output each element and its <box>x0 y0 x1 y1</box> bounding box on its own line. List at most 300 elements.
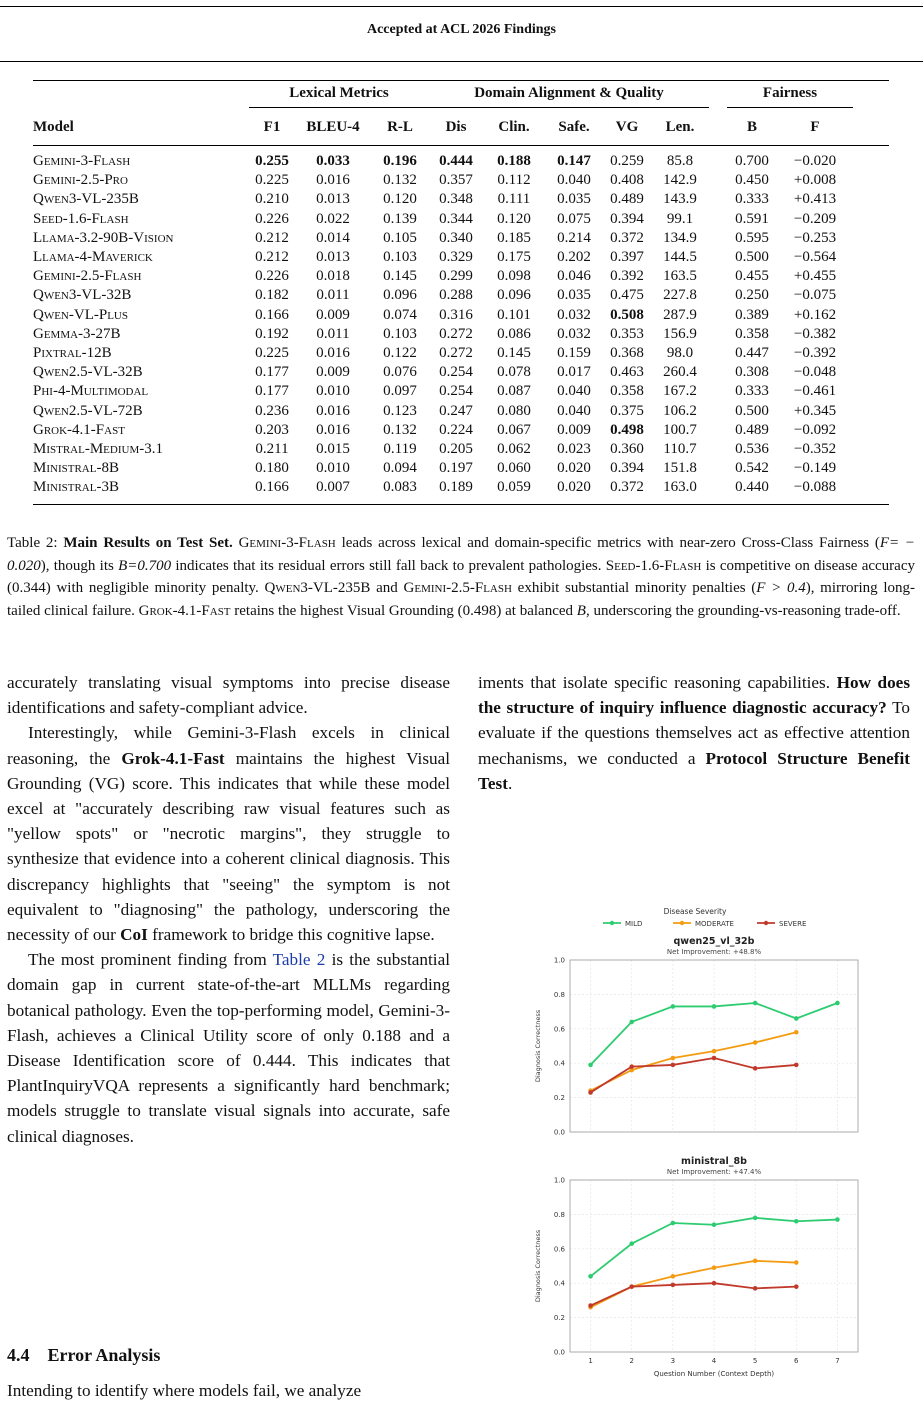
value-cell <box>853 286 889 305</box>
value-cell: 0.333 <box>735 383 769 400</box>
col-header-model: Model <box>33 119 74 136</box>
model-cell: Gemma-3-27B <box>33 325 121 342</box>
x-tick-label: 2 <box>629 1357 634 1365</box>
value-cell: 0.205 <box>439 441 473 458</box>
value-cell: 0.166 <box>255 306 289 323</box>
value-cell: 0.372 <box>610 229 644 246</box>
value-cell: 0.259 <box>610 153 644 169</box>
value-cell: 0.032 <box>557 306 591 323</box>
value-cell: 0.016 <box>316 172 350 189</box>
value-cell: 0.097 <box>383 383 417 400</box>
value-cell: 0.096 <box>383 287 417 304</box>
col-header: F1 <box>263 119 281 136</box>
value-cell: 0.014 <box>316 229 350 246</box>
legend-marker <box>764 921 768 925</box>
value-cell: −0.209 <box>793 210 837 227</box>
y-tick-label: 0.8 <box>553 1210 565 1219</box>
value-cell: 0.272 <box>439 325 473 342</box>
panel-subtitle: Net Improvement: +48.8% <box>666 948 762 956</box>
header-rule <box>0 61 923 62</box>
value-cell: 287.9 <box>663 306 697 323</box>
value-cell: 144.5 <box>663 249 697 266</box>
y-tick-label: 0.4 <box>553 1059 565 1068</box>
value-cell: 0.094 <box>383 460 417 477</box>
value-cell: 0.145 <box>383 268 417 285</box>
value-cell: 0.188 <box>497 153 531 169</box>
table-row <box>33 267 889 286</box>
col-header: Len. <box>665 119 695 136</box>
value-cell: 0.542 <box>735 460 769 477</box>
value-cell: 0.067 <box>497 421 531 438</box>
data-point <box>753 1040 758 1045</box>
value-cell: 0.185 <box>497 229 531 246</box>
value-cell <box>853 267 889 286</box>
col-header: Safe. <box>558 119 590 136</box>
value-cell: 0.455 <box>735 268 769 285</box>
value-cell: 0.103 <box>383 325 417 342</box>
value-cell: 0.062 <box>497 441 531 458</box>
value-cell <box>709 286 727 305</box>
data-point <box>753 1066 758 1071</box>
value-cell: 0.016 <box>316 345 350 362</box>
value-cell: 0.236 <box>255 402 289 419</box>
value-cell: 0.076 <box>383 364 417 381</box>
paragraph: iments that isolate specific reasoning capabilities. How does the structure of inquiry influence diagnostic accuracy? To evaluate if the questions themselves act as effective attention mechanisms, we conducted a Protocol Structure Benefit Test. <box>478 673 911 793</box>
value-cell: 0.498 <box>610 421 644 438</box>
value-cell: −0.020 <box>793 153 837 169</box>
value-cell: 0.083 <box>383 479 417 496</box>
value-cell: 0.020 <box>557 479 591 496</box>
value-cell: −0.461 <box>793 383 837 400</box>
data-point <box>712 1049 717 1054</box>
data-point <box>794 1030 799 1035</box>
value-cell: 227.8 <box>663 287 697 304</box>
value-cell: 0.226 <box>255 210 289 227</box>
value-cell: 0.111 <box>497 191 531 208</box>
truncated-line: Intending to identify where models fail, we analyze <box>7 1381 362 1400</box>
value-cell: 0.225 <box>255 345 289 362</box>
value-cell: 0.397 <box>610 249 644 266</box>
data-point <box>588 1274 593 1279</box>
value-cell: 0.035 <box>557 191 591 208</box>
value-cell: 0.408 <box>610 172 644 189</box>
table-row <box>33 440 889 459</box>
value-cell: 0.101 <box>497 306 531 323</box>
table-row <box>33 306 889 325</box>
value-cell: 0.595 <box>735 229 769 246</box>
value-cell: 110.7 <box>663 441 697 458</box>
table-row <box>33 363 889 382</box>
value-cell: 142.9 <box>663 172 697 189</box>
data-point <box>671 1056 676 1061</box>
paragraph: The most prominent finding from Table 2 is the substantial domain gap in current state-of-the-art MLLMs regarding botanical pathology. Even the top-performing model, Gemini-3-Flash, achieves a Clinical Utility score of only 0.188 and a Disease Identification score of 0.444. This indicates that PlantInquiryVQA represents a significantly hard benchmark; models struggle to translate visual signals into accurate, safe clinical diagnoses. <box>7 950 450 1146</box>
y-tick-label: 0.6 <box>553 1025 565 1034</box>
panel-subtitle: Net Improvement: +47.4% <box>666 1168 762 1176</box>
value-cell <box>709 190 727 209</box>
value-cell: 0.013 <box>316 249 350 266</box>
value-cell: 0.059 <box>497 479 531 496</box>
value-cell: 0.080 <box>497 402 531 419</box>
table-row <box>33 421 889 440</box>
value-cell: 0.329 <box>439 249 473 266</box>
data-point <box>794 1219 799 1224</box>
value-cell: 0.444 <box>439 153 473 169</box>
value-cell: 0.288 <box>439 287 473 304</box>
value-cell: 0.368 <box>610 345 644 362</box>
value-cell <box>853 478 889 497</box>
value-cell: 0.075 <box>557 210 591 227</box>
value-cell: +0.345 <box>793 402 837 419</box>
value-cell: −0.149 <box>793 460 837 477</box>
value-cell: 0.011 <box>316 325 350 342</box>
value-cell: −0.392 <box>793 345 837 362</box>
value-cell: 0.700 <box>735 153 769 169</box>
data-point <box>835 1217 840 1222</box>
model-cell: Gemini-2.5-Flash <box>33 268 142 285</box>
value-cell: 0.175 <box>497 249 531 266</box>
value-cell: 0.145 <box>497 345 531 362</box>
value-cell <box>709 152 727 171</box>
data-point <box>794 1284 799 1289</box>
model-cell: Qwen3-VL-235B <box>33 191 139 208</box>
value-cell: 0.225 <box>255 172 289 189</box>
table-row <box>33 382 889 401</box>
value-cell: −0.253 <box>793 229 837 246</box>
value-cell: 134.9 <box>663 229 697 246</box>
value-cell: −0.092 <box>793 421 837 438</box>
paragraph: accurately translating visual symptoms into precise disease identifications and safety-compliant advice. <box>7 673 450 718</box>
value-cell <box>853 190 889 209</box>
value-cell: 0.394 <box>610 460 644 477</box>
series-line <box>591 1283 797 1305</box>
group-fairness: Fairness <box>727 81 853 112</box>
value-cell: 0.203 <box>255 421 289 438</box>
value-cell <box>709 248 727 267</box>
value-cell: 0.202 <box>557 249 591 266</box>
value-cell: 0.112 <box>497 172 531 189</box>
value-cell: 0.255 <box>255 153 289 169</box>
value-cell: +0.413 <box>793 191 837 208</box>
data-point <box>712 1222 717 1227</box>
value-cell <box>853 306 889 325</box>
value-cell: 0.500 <box>735 402 769 419</box>
value-cell: −0.382 <box>793 325 837 342</box>
data-point <box>712 1281 717 1286</box>
value-cell: 0.120 <box>383 191 417 208</box>
value-cell: 0.450 <box>735 172 769 189</box>
value-cell: 0.197 <box>439 460 473 477</box>
value-cell: +0.162 <box>793 306 837 323</box>
value-cell: 0.536 <box>735 441 769 458</box>
value-cell: 0.010 <box>316 460 350 477</box>
value-cell: 143.9 <box>663 191 697 208</box>
value-cell: 163.5 <box>663 268 697 285</box>
value-cell: 0.120 <box>497 210 531 227</box>
value-cell: 0.022 <box>316 210 350 227</box>
value-cell: 85.8 <box>666 153 694 169</box>
y-axis-label: Diagnosis Correctness <box>534 1229 542 1303</box>
value-cell <box>709 363 727 382</box>
table-row <box>33 190 889 209</box>
value-cell: 0.009 <box>316 364 350 381</box>
legend-marker <box>610 921 614 925</box>
value-cell: 0.074 <box>383 306 417 323</box>
value-cell: 0.211 <box>255 441 289 458</box>
table-row <box>33 171 889 190</box>
venue-header: Accepted at ACL 2026 Findings <box>366 22 556 37</box>
model-cell: Qwen3-VL-32B <box>33 287 132 304</box>
value-cell <box>853 344 889 363</box>
value-cell: 0.226 <box>255 268 289 285</box>
value-cell <box>853 440 889 459</box>
value-cell: 0.489 <box>610 191 644 208</box>
y-tick-label: 0.2 <box>553 1314 565 1323</box>
table-row <box>33 152 889 171</box>
value-cell: 0.096 <box>497 287 531 304</box>
table-row <box>33 344 889 363</box>
data-point <box>588 1090 593 1095</box>
table-row <box>33 229 889 248</box>
left-column <box>7 670 450 1149</box>
value-cell <box>709 171 727 190</box>
value-cell: 0.440 <box>735 479 769 496</box>
value-cell: 0.308 <box>735 364 769 381</box>
value-cell: 0.046 <box>557 268 591 285</box>
x-tick-label: 3 <box>670 1357 676 1365</box>
panel-title: qwen25_vl_32b <box>673 936 755 947</box>
value-cell: 0.392 <box>610 268 644 285</box>
model-cell: Ministral-8B <box>33 460 119 477</box>
group-lexical: Lexical Metrics <box>249 81 429 112</box>
model-cell: Gemini-3-Flash <box>33 153 131 169</box>
value-cell <box>709 382 727 401</box>
value-cell: 0.123 <box>383 402 417 419</box>
section-heading: 4.4 Error Analysis <box>7 1345 161 1365</box>
value-cell: 0.316 <box>439 306 473 323</box>
value-cell: 0.035 <box>557 287 591 304</box>
value-cell: 0.189 <box>439 479 473 496</box>
table-row <box>33 478 889 497</box>
value-cell: 0.254 <box>439 383 473 400</box>
value-cell: 0.358 <box>610 383 644 400</box>
value-cell <box>709 229 727 248</box>
value-cell: 0.086 <box>497 325 531 342</box>
legend-label: SEVERE <box>779 920 807 928</box>
y-tick-label: 1.0 <box>553 1176 565 1185</box>
value-cell: 0.272 <box>439 345 473 362</box>
col-header: Clin. <box>498 119 530 136</box>
x-tick-label: 6 <box>794 1357 799 1365</box>
value-cell: 0.015 <box>316 441 350 458</box>
data-point <box>753 1216 758 1221</box>
x-axis-label: Question Number (Context Depth) <box>653 1370 775 1378</box>
value-cell: 0.299 <box>439 268 473 285</box>
model-cell: Grok-4.1-Fast <box>33 421 125 438</box>
value-cell: 0.087 <box>497 383 531 400</box>
value-cell: 0.394 <box>610 210 644 227</box>
y-tick-label: 0.0 <box>553 1348 565 1357</box>
legend-marker <box>680 921 684 925</box>
right-column <box>478 670 910 796</box>
value-cell: 0.177 <box>255 364 289 381</box>
value-cell: 0.475 <box>610 287 644 304</box>
y-axis-label: Diagnosis Correctness <box>534 1009 542 1083</box>
value-cell <box>853 363 889 382</box>
results-table <box>33 80 889 505</box>
value-cell <box>709 478 727 497</box>
x-tick-label: 7 <box>835 1357 840 1365</box>
value-cell: 0.250 <box>735 287 769 304</box>
value-cell: 0.132 <box>383 172 417 189</box>
value-cell: 0.040 <box>557 383 591 400</box>
legend-title: Disease Severity <box>663 907 727 916</box>
model-cell: Llama-3.2-90B-Vision <box>33 229 174 246</box>
value-cell <box>709 210 727 229</box>
y-tick-label: 0.8 <box>553 990 565 999</box>
value-cell: 0.254 <box>439 364 473 381</box>
value-cell: 0.196 <box>383 153 417 169</box>
value-cell <box>853 382 889 401</box>
y-tick-label: 0.4 <box>553 1279 565 1288</box>
table-row <box>33 286 889 305</box>
panel-title: ministral_8b <box>681 1156 747 1167</box>
table-caption: Table 2: Main Results on Test Set. Gemini-3-Flash leads across lexical and domain-specific metrics with near-zero Cross-Class Fairness (F= − 0.020), though its B=0.700 indicates that its residual errors still fall back to prevalent pathologies. Seed-1.6-Flash is competitive on disease accuracy (0.344) with negligible minority penalty. Qwen3-VL-235B and Gemini-2.5-Flash exhibit substantial minority penalties (F > 0.4), mirroring long-tailed clinical failure. Grok-4.1-Fast retains the highest Visual Grounding (0.498) at balanced B, underscoring the grounding-vs-reasoning trade-off. <box>7 535 916 619</box>
value-cell: 0.360 <box>610 441 644 458</box>
y-tick-label: 0.0 <box>553 1128 565 1137</box>
value-cell: 0.358 <box>735 325 769 342</box>
data-point <box>835 1001 840 1006</box>
x-tick-label: 4 <box>711 1357 717 1365</box>
value-cell <box>853 210 889 229</box>
col-header: Dis <box>445 119 467 136</box>
value-cell <box>853 459 889 478</box>
value-cell: 0.122 <box>383 345 417 362</box>
value-cell: 0.016 <box>316 402 350 419</box>
value-cell: 0.182 <box>255 287 289 304</box>
value-cell: 0.389 <box>735 306 769 323</box>
col-header: R-L <box>387 119 413 136</box>
y-tick-label: 1.0 <box>553 956 565 965</box>
value-cell: 98.0 <box>666 345 694 362</box>
value-cell: −0.564 <box>793 249 837 266</box>
col-header: VG <box>615 119 639 136</box>
table-row <box>33 325 889 344</box>
value-cell: 0.018 <box>316 268 350 285</box>
value-cell: 0.591 <box>735 210 769 227</box>
data-point <box>671 1004 676 1009</box>
col-header: F <box>810 119 820 136</box>
data-point <box>629 1064 634 1069</box>
data-point <box>753 1286 758 1291</box>
value-cell: −0.352 <box>793 441 837 458</box>
value-cell <box>709 459 727 478</box>
value-cell <box>853 248 889 267</box>
value-cell: 0.348 <box>439 191 473 208</box>
data-point <box>588 1303 593 1308</box>
value-cell <box>709 402 727 421</box>
data-point <box>794 1260 799 1265</box>
table-body <box>33 152 889 498</box>
value-cell: 0.119 <box>383 441 417 458</box>
value-cell <box>709 306 727 325</box>
value-cell <box>709 344 727 363</box>
value-cell <box>853 402 889 421</box>
value-cell: 0.033 <box>316 153 350 169</box>
data-point <box>712 1056 717 1061</box>
value-cell: 0.375 <box>610 402 644 419</box>
value-cell: 0.078 <box>497 364 531 381</box>
table-row <box>33 248 889 267</box>
col-header: B <box>746 119 757 136</box>
value-cell: 0.192 <box>255 325 289 342</box>
table-row <box>33 402 889 421</box>
value-cell: 0.060 <box>497 460 531 477</box>
data-point <box>588 1063 593 1068</box>
value-cell: −0.088 <box>793 479 837 496</box>
value-cell: 0.212 <box>255 249 289 266</box>
data-point <box>629 1241 634 1246</box>
table-row <box>33 459 889 478</box>
data-point <box>671 1274 676 1279</box>
value-cell <box>709 267 727 286</box>
data-point <box>794 1016 799 1021</box>
model-cell: Llama-4-Maverick <box>33 249 153 266</box>
value-cell: 167.2 <box>663 383 697 400</box>
value-cell <box>853 325 889 344</box>
value-cell: 0.210 <box>255 191 289 208</box>
value-cell: 0.017 <box>557 364 591 381</box>
data-point <box>671 1283 676 1288</box>
value-cell: 0.009 <box>557 421 591 438</box>
value-cell: +0.455 <box>793 268 837 285</box>
value-cell: 0.132 <box>383 421 417 438</box>
paragraph: Interestingly, while Gemini-3-Flash excels in clinical reasoning, the Grok-4.1-Fast maintains the highest Visual Grounding (VG) score. This indicates that while these model excel at "accurately describing raw visual features such as "yellow spots" or "necrotic margins", they struggle to synthesize that evidence into a coherent clinical diagnosis. This discrepancy highlights that "seeing" the symptom is not equivalent to "diagnosing" the pathology, underscoring the necessity of our CoI framework to bridge this cognitive lapse. <box>7 723 451 945</box>
value-cell <box>853 171 889 190</box>
value-cell <box>709 440 727 459</box>
value-cell: 0.357 <box>439 172 473 189</box>
model-cell: Qwen2.5-VL-32B <box>33 364 143 381</box>
figure-panels <box>534 936 858 1378</box>
chart-panel <box>534 1156 858 1378</box>
model-cell: Phi-4-Multimodal <box>33 383 149 400</box>
data-point <box>794 1063 799 1068</box>
value-cell: 0.011 <box>316 287 350 304</box>
legend-label: MILD <box>625 920 643 928</box>
page-top-rule <box>0 6 923 7</box>
data-point <box>671 1063 676 1068</box>
data-point <box>671 1221 676 1226</box>
value-cell: 0.180 <box>255 460 289 477</box>
y-tick-label: 0.6 <box>553 1245 565 1254</box>
value-cell: 99.1 <box>666 210 694 227</box>
value-cell: 0.147 <box>557 153 591 169</box>
x-tick-label: 5 <box>752 1357 758 1365</box>
value-cell: 0.463 <box>610 364 644 381</box>
value-cell <box>853 421 889 440</box>
value-cell: 0.447 <box>735 345 769 362</box>
value-cell: 0.139 <box>383 210 417 227</box>
value-cell: 0.372 <box>610 479 644 496</box>
value-cell: 0.040 <box>557 172 591 189</box>
table-ref-link[interactable]: Table 2 <box>272 950 326 970</box>
data-point <box>753 1259 758 1264</box>
value-cell: 0.247 <box>439 402 473 419</box>
value-cell: 106.2 <box>663 402 697 419</box>
value-cell: 0.489 <box>735 421 769 438</box>
value-cell: 0.353 <box>610 325 644 342</box>
value-cell: 0.016 <box>316 421 350 438</box>
value-cell: 0.159 <box>557 345 591 362</box>
